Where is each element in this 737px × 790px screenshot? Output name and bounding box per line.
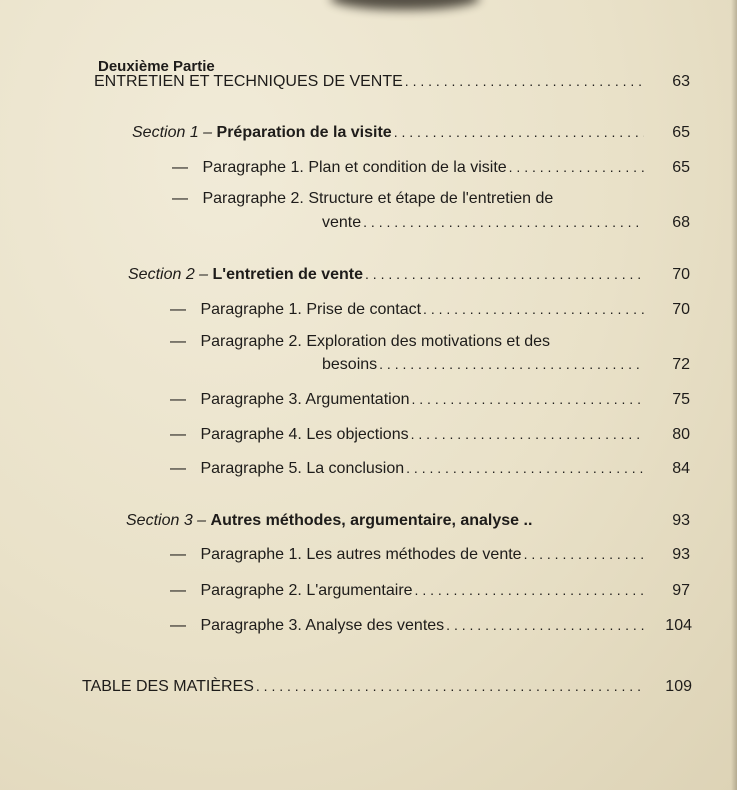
paragraph-title: Structure et étape de l'entretien de	[308, 190, 554, 207]
paragraph-title: Exploration des motivations et des	[306, 333, 550, 350]
paragraph-title: Les autres méthodes de vente	[306, 546, 522, 563]
paragraph-label: Paragraphe 2.	[200, 333, 302, 350]
paragraph-label: Paragraphe 2.	[202, 190, 304, 207]
paragraph-row-continuation	[322, 356, 690, 374]
dash: —	[170, 546, 186, 563]
page-number: 65	[672, 124, 690, 141]
paragraph-row	[170, 301, 690, 319]
page-number: 93	[672, 546, 690, 563]
leader-dots	[363, 214, 644, 230]
dash: —	[170, 460, 186, 477]
paragraph-row-first-line	[170, 333, 550, 351]
paragraph-label: Paragraphe 4.	[200, 426, 302, 443]
paragraph-row	[172, 159, 690, 177]
paragraph-label: Paragraphe 1.	[200, 546, 302, 563]
section-title: Autres méthodes, argumentaire, analyse ..	[210, 512, 533, 529]
paragraph-label: Paragraphe 1.	[202, 159, 304, 176]
dash: —	[172, 190, 188, 207]
section-row	[132, 124, 690, 142]
paragraph-title: Analyse des ventes	[305, 617, 445, 634]
paragraph-row	[170, 426, 690, 444]
leader-dots	[423, 301, 644, 317]
page-number: 104	[665, 617, 692, 634]
part-title-row	[94, 73, 690, 91]
page-number: 109	[665, 678, 692, 695]
dash: —	[170, 617, 186, 634]
dash: —	[170, 301, 186, 318]
paragraph-row	[170, 546, 690, 564]
toc-title: TABLE DES MATIÈRES	[82, 678, 254, 695]
page-number: 80	[672, 426, 690, 443]
page-top-shadow	[330, 0, 480, 10]
section-prefix: Section 3 –	[126, 512, 207, 529]
paragraph-label: Paragraphe 3.	[200, 617, 302, 634]
page-number: 72	[672, 356, 690, 373]
leader-dots	[379, 356, 644, 372]
table-of-contents-row	[82, 678, 692, 696]
paragraph-title: Argumentation	[305, 391, 410, 408]
page-number: 70	[672, 301, 690, 318]
dash: —	[170, 582, 186, 599]
dash: —	[170, 333, 186, 350]
part-label: Deuxième Partie	[98, 58, 215, 75]
leader-dots	[405, 73, 644, 89]
paragraph-row-first-line	[172, 190, 553, 208]
leader-dots	[406, 460, 644, 476]
paragraph-title: L'argumentaire	[306, 582, 413, 599]
page-number: 97	[672, 582, 690, 599]
page-number: 84	[672, 460, 690, 477]
page-number: 63	[672, 73, 690, 90]
section-prefix: Section 2 –	[128, 266, 209, 283]
part-title: ENTRETIEN ET TECHNIQUES DE VENTE	[94, 73, 403, 90]
leader-dots	[411, 426, 644, 442]
paragraph-title-continuation: besoins	[322, 356, 378, 373]
dash: —	[170, 391, 186, 408]
paragraph-label: Paragraphe 2.	[200, 582, 302, 599]
paragraph-row	[170, 460, 690, 478]
page-number: 93	[672, 512, 690, 529]
paragraph-label: Paragraphe 5.	[200, 460, 302, 477]
page-number: 68	[672, 214, 690, 231]
leader-dots	[415, 582, 644, 598]
section-title: L'entretien de vente	[212, 266, 364, 283]
paragraph-title: Les objections	[306, 426, 409, 443]
leader-dots	[365, 266, 644, 282]
paragraph-row-continuation	[322, 214, 690, 232]
page-number: 70	[672, 266, 690, 283]
leader-dots	[524, 546, 644, 562]
leader-dots	[509, 159, 644, 175]
section-row	[128, 266, 690, 284]
page-number: 75	[672, 391, 690, 408]
leader-dots	[394, 124, 644, 140]
dash: —	[170, 426, 186, 443]
paragraph-label: Paragraphe 3.	[200, 391, 302, 408]
leader-dots	[411, 391, 644, 407]
section-title: Préparation de la visite	[216, 124, 392, 141]
paragraph-row	[170, 582, 690, 600]
paragraph-title: Plan et condition de la visite	[308, 159, 507, 176]
dash: —	[172, 159, 188, 176]
paragraph-row	[170, 391, 690, 409]
page-edge-shading	[731, 0, 737, 790]
paragraph-label: Paragraphe 1.	[200, 301, 302, 318]
leader-dots	[446, 617, 646, 633]
paragraph-title: Prise de contact	[306, 301, 422, 318]
leader-dots	[256, 678, 646, 694]
section-row	[126, 512, 690, 530]
paragraph-title-continuation: vente	[322, 214, 362, 231]
paragraph-row	[170, 617, 692, 635]
page-number: 65	[672, 159, 690, 176]
section-prefix: Section 1 –	[132, 124, 213, 141]
paragraph-title: La conclusion	[306, 460, 405, 477]
